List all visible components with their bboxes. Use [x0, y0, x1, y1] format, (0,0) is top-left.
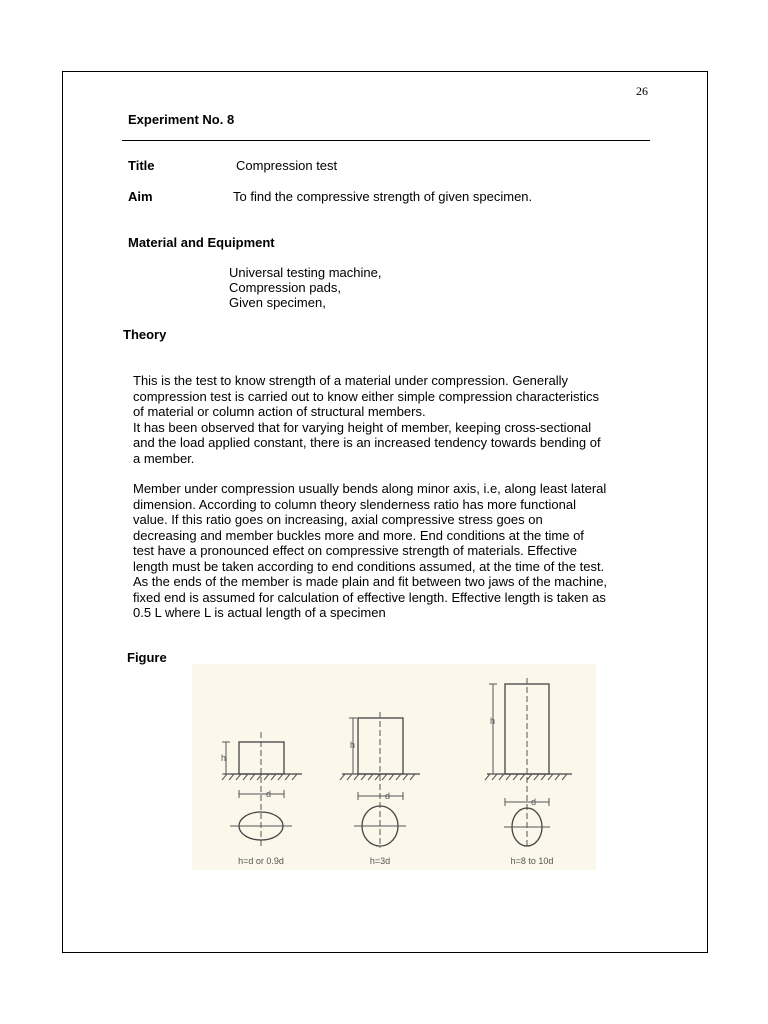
- theory-line: This is the test to know strength of a material under compression. Generally: [133, 373, 568, 388]
- height-label: h: [350, 740, 356, 750]
- theory-paragraph-1: [133, 373, 650, 466]
- theory-line: of material or column action of structural members.: [133, 404, 426, 419]
- theory-line: compression test is carried out to know either simple compression characteristics: [133, 388, 600, 404]
- diameter-label: d: [266, 789, 272, 799]
- material-item: Compression pads,: [229, 280, 341, 295]
- caption-tall: h=8 to 10d: [510, 856, 554, 866]
- aim-value: To find the compressive strength of given specimen.: [233, 189, 533, 204]
- theory-line: dimension. According to column theory slenderness ratio has more functional: [133, 496, 576, 512]
- figure-heading: Figure: [127, 650, 167, 665]
- theory-line: It has been observed that for varying height of member, keeping cross-sectional: [133, 419, 592, 435]
- specimen-short: [221, 732, 302, 866]
- materials-list: [229, 265, 381, 310]
- theory-line: and the load applied constant, there is an increased tendency towards bending of: [133, 435, 601, 450]
- experiment-title: Experiment No. 8: [128, 112, 235, 127]
- theory-line: Member under compression usually bends along minor axis, i.e, along least lateral: [133, 481, 607, 496]
- caption-medium: h=3d: [369, 856, 391, 866]
- title-value: Compression test: [236, 158, 338, 173]
- theory-heading: Theory: [123, 327, 167, 342]
- title-label: Title: [128, 158, 155, 173]
- theory-line: length must be taken according to end conditions assumed, at the time of the test.: [133, 558, 605, 574]
- theory-line: As the ends of the member is made plain and fit between two jaws of the machine,: [133, 574, 608, 589]
- material-heading: Material and Equipment: [128, 235, 275, 250]
- diameter-label: d: [531, 797, 537, 807]
- theory-line: decreasing and member buckles more and more. End conditions at the time of: [133, 527, 584, 543]
- diameter-label: d: [385, 791, 391, 801]
- heading-divider: [122, 140, 650, 141]
- theory-paragraph-2: [133, 481, 650, 621]
- aim-label: Aim: [128, 189, 153, 204]
- theory-line: a member.: [133, 450, 195, 466]
- specimen-tall: [485, 678, 572, 866]
- height-label: h: [490, 716, 496, 726]
- specimen-medium: [340, 712, 420, 866]
- theory-line: 0.5 L where L is actual length of a specimen: [133, 605, 386, 620]
- material-item: Given specimen,: [229, 295, 326, 310]
- ground-hatch: [485, 774, 567, 780]
- material-item: Universal testing machine,: [229, 265, 382, 280]
- height-label: h: [221, 753, 227, 763]
- caption-short: h=d or 0.9d: [238, 856, 284, 866]
- theory-line: test have a pronounced effect on compressive strength of materials. Effective: [133, 543, 577, 558]
- ground-hatch: [340, 774, 415, 780]
- theory-line: fixed end is assumed for calculation of effective length. Effective length is taken as: [133, 589, 606, 605]
- ground-hatch: [222, 774, 297, 780]
- page-number: 26: [636, 84, 648, 98]
- specimen-figure: [192, 664, 596, 870]
- theory-line: value. If this ratio goes on increasing, axial compressive stress goes on: [133, 512, 543, 527]
- specimen-diagram: [192, 664, 596, 870]
